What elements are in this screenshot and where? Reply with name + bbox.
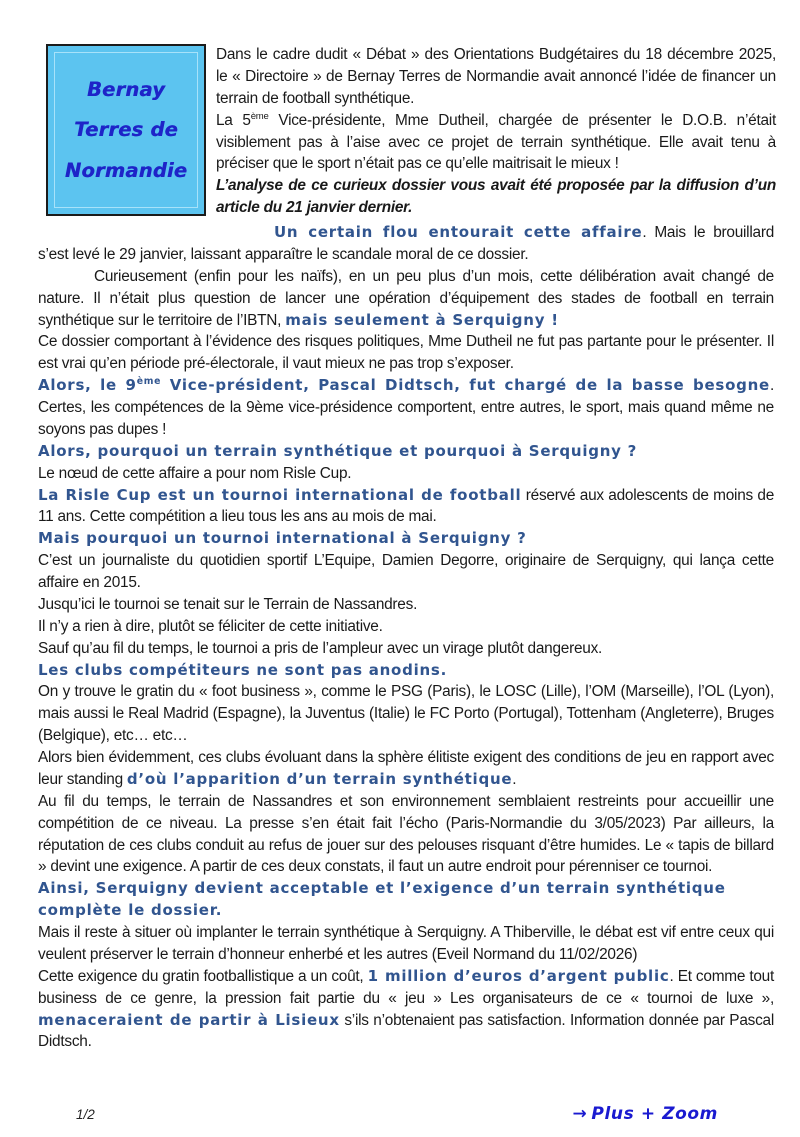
logo-line-3: Normandie xyxy=(64,158,188,182)
para-11: Il n’y a rien à dire, plutôt se féliciter de cette initiative. xyxy=(38,617,383,635)
logo-line-2: Terres de xyxy=(74,118,178,142)
intro-p2-superscript: ème xyxy=(250,110,269,122)
para-6: Le nœud de cette affaire a pour nom Risle Cup. xyxy=(38,464,352,482)
para-16: Au fil du temps, le terrain de Nassandres et son environnement semblaient restreints pour accueillir une compétition de ce niveau. La presse s’en était fait l’écho (Paris-Normandie du 3/05/2023) Par ailleurs, la réputation de ces clubs conduit au refus de jouer sur des pelouses risquant d’être humides. Le « tapis de billard » devint une exigence. A partir de ces deux constats, il faut un autre endroit pour pérenniser ce tournoi. xyxy=(38,792,774,876)
para-4-rest: . Certes, les compétences de la 9ème vice-présidence comportent, entre autres, le sport, mais quand même ne soyons pas dupes ! xyxy=(38,377,775,438)
para-15-text: Alors bien évidemment, ces clubs évoluant dans la sphère élitiste exigent des conditions de jeu en rapport avec leur standing xyxy=(38,749,774,788)
para-8 xyxy=(38,528,774,550)
accent-apparition-terrain-synthetique: d’où l’apparition d’un terrain synthétique xyxy=(126,769,513,788)
plus-zoom-label: Plus + Zoom xyxy=(591,1104,718,1124)
accent-les-clubs-competiteurs: Les clubs compétiteurs ne sont pas anodins. xyxy=(38,660,448,679)
para-1-rest: . Mais le brouillard s’est levé le 29 janvier, laissant apparaître le scandale moral de ce dossier. xyxy=(38,224,775,263)
para-17 xyxy=(38,878,774,922)
para-4 xyxy=(38,375,774,441)
para-9: C’est un journaliste du quotidien sportif L’Equipe, Damien Degorre, originaire de Serquigny, qui lança cette affaire en 2015. xyxy=(38,552,774,591)
para-1 xyxy=(38,222,774,266)
para-7-rest: réservé aux adolescents de moins de 11 ans. Cette compétition a lieu tous les ans au mois de mai. xyxy=(38,486,775,526)
plus-zoom-link[interactable] xyxy=(573,1104,774,1124)
page-number: 1/2 xyxy=(76,1107,95,1122)
header-row xyxy=(46,44,776,219)
intro-paragraph-1: Dans le cadre dudit « Débat » des Orientations Budgétaires du 18 décembre 2025, le « Directoire » de Bernay Terres de Normandie avait annoncé l’idée de financer un terrain de football synthétique. xyxy=(216,46,776,107)
article-body xyxy=(38,222,774,1053)
intro-paragraph-2 xyxy=(216,110,776,176)
accent-la-risle-cup: La Risle Cup est un tournoi international de football xyxy=(38,485,522,504)
accent-suffix: Vice-président, Pascal Didtsch, fut chargé de la basse besogne xyxy=(161,376,770,395)
para-19-text-c: s’ils n’obtenaient pas satisfaction. Information donnée par Pascal Didtsch. xyxy=(38,1011,774,1051)
accent-prefix: Alors, le 9 xyxy=(38,376,137,395)
accent-alors-le-9eme-vice-president xyxy=(38,376,770,394)
page-footer xyxy=(38,1104,774,1124)
intro-paragraph-3: L’analyse de ce curieux dossier vous avait été proposée par la diffusion d’un article du 21 janvier dernier. xyxy=(216,177,776,217)
para-19-text-b: . Et comme tout business de ce genre, la pression fait partie du « jeu » Les organisateurs de ce « tournoi de luxe », xyxy=(38,967,774,1007)
para-12: Sauf qu’au fil du temps, le tournoi a pris de l’ampleur avec un virage plutôt dangereux. xyxy=(38,639,603,657)
arrow-right-icon: → xyxy=(572,1104,588,1124)
intro-block xyxy=(216,44,776,219)
accent-1-million-euros: 1 million d’euros d’argent public xyxy=(367,966,670,985)
para-19 xyxy=(38,966,774,1054)
para-3: Ce dossier comportant à l’évidence des risques politiques, Mme Dutheil ne fut pas partante pour le présenter. Il est vrai qu’en période pré-électorale, il vaut mieux ne pas trop s’exposer. xyxy=(38,333,774,373)
accent-superscript: ème xyxy=(136,376,162,388)
accent-ainsi-serquigny-acceptable: Ainsi, Serquigny devient acceptable et l’exigence d’un terrain synthétique complète le dossier. xyxy=(38,879,726,920)
accent-mais-pourquoi-tournoi: Mais pourquoi un tournoi international à Serquigny ? xyxy=(38,529,527,548)
intro-p2-prefix: La 5 xyxy=(216,111,251,129)
accent-mais-seulement-serquigny: mais seulement à Serquigny ! xyxy=(285,310,559,329)
accent-alors-pourquoi-terrain: Alors, pourquoi un terrain synthétique et pourquoi à Serquigny ? xyxy=(38,441,638,460)
para-5 xyxy=(38,441,774,463)
para-15 xyxy=(38,747,774,791)
para-10: Jusqu’ici le tournoi se tenait sur le Terrain de Nassandres. xyxy=(38,595,418,613)
para-13 xyxy=(38,660,774,682)
para-14: On y trouve le gratin du « foot business », comme le PSG (Paris), le LOSC (Lille), l’OM (Marseille), l’OL (Lyon), mais aussi le Real Madrid (Espagne), la Juventus (Italie) le FC Porto (Portugal), Tottenham (Angleterre), Bruges (Belgique), etc… etc… xyxy=(38,683,774,745)
para-15-end: . xyxy=(512,770,517,788)
intro-p2-rest: Vice-présidente, Mme Dutheil, chargée de présenter le D.O.B. n’était visiblement pas à l’aise avec ce projet de terrain synthétique. Elle avait tenu à préciser que le sport n’était pas ce qu’elle maitrisait le mieux ! xyxy=(216,111,776,173)
bernay-terres-de-normandie-logo xyxy=(46,44,206,216)
accent-un-certain-flou: Un certain flou entourait cette affaire xyxy=(274,223,643,241)
accent-menaceraient-partir-lisieux: menaceraient de partir à Lisieux xyxy=(38,1010,340,1029)
para-2 xyxy=(38,266,774,332)
para-2-text: Curieusement (enfin pour les naïfs), en un peu plus d’un mois, cette délibération avait changé de nature. Il n’était plus question de lancer une opération d’équipement des stades de football en terrain synthétique sur le territoire de l’IBTN, xyxy=(38,267,774,329)
para-19-text-a: Cette exigence du gratin footballistique a un coût, xyxy=(38,967,368,985)
para-18: Mais il reste à situer où implanter le terrain synthétique à Serquigny. A Thiberville, le débat est vif entre ceux qui veulent préserver le terrain d’honneur enherbé et les autres (Eveil Normand du 11/02/2026) xyxy=(38,924,774,963)
logo-line-1: Bernay xyxy=(86,77,166,101)
para-7 xyxy=(38,485,774,529)
